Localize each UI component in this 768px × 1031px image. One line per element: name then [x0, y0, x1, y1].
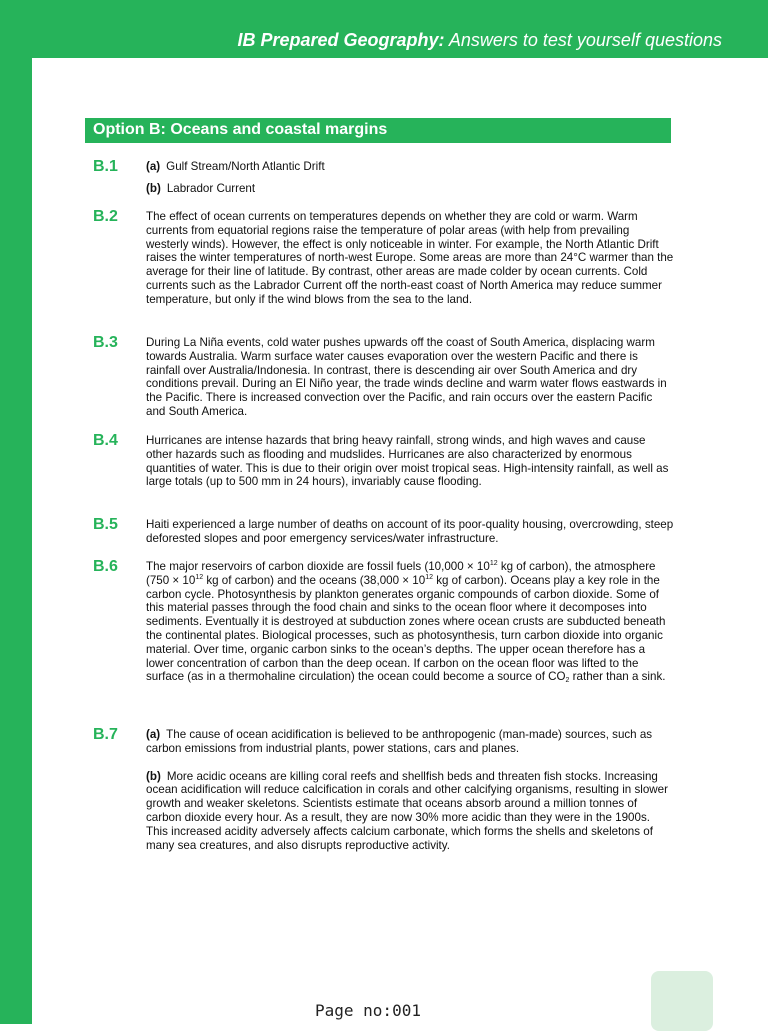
footer-tab — [651, 971, 713, 1031]
answer-b7-b: More acidic oceans are killing coral reefs and shellfish beds and threaten fish stocks. Increasing ocean acidification will reduce calcification in corals and other calcifying organisms, resulting in slower growth and weaker skeletons. Scientists estimate that oceans absorb around a million tonnes of carbon dioxide every hour. As a result, they are now 30% more acidic than they were in the 1900s. This increased acidity adversely affects calcium carbonate, which forms the shells and skeletons of many sea creatures, and also disrupts reproductive activity. — [146, 769, 668, 852]
answer-text: Haiti experienced a large number of deaths on account of its poor-quality housing, overcrowding, steep deforested slopes and poor emergency services/water infrastructure. — [146, 518, 674, 545]
answer-text: kg of carbon), the atmosphere (750 × 10 — [146, 560, 656, 587]
answer-b7-a: The cause of ocean acidification is believed to be anthropogenic (man-made) sources, such as carbon emissions from industrial plants, power stations, cars and planes. — [146, 728, 653, 755]
left-band — [0, 0, 32, 1024]
question-number: B.1 — [93, 158, 118, 175]
header-title-rest: Answers to test yourself questions — [444, 30, 722, 50]
exponent: 12 — [425, 573, 433, 581]
answer-text: During La Niña events, cold water pushes upwards off the coast of South America, displacing warm towards Australia. Warm surface water causes evaporation over the western Pacific and there is rainfall over Australia/Indonesia. In contrast, there is descending air over South America and dry conditions prevail. During an El Niño year, the trade winds decline and warm water flows eastwards in the Pacific. There is increased convection over the Pacific, and rain occurs over the eastern Pacific and South America. — [146, 336, 667, 418]
header-title — [237, 30, 722, 51]
answer-b1 — [146, 160, 674, 196]
answer-text: kg of carbon) and the oceans (38,000 × 10 — [203, 573, 426, 587]
question-number: B.6 — [93, 558, 118, 575]
answer-b2 — [146, 210, 674, 307]
question-number: B.3 — [93, 334, 118, 351]
answer-b7 — [146, 728, 674, 852]
question-number: B.4 — [93, 432, 118, 449]
answer-text: The major reservoirs of carbon dioxide are fossil fuels (10,000 × 10 — [146, 560, 490, 573]
question-number: B.5 — [93, 516, 118, 533]
answer-text: rather than a sink. — [569, 670, 666, 684]
exponent: 12 — [489, 560, 498, 567]
part-label: (a) — [146, 728, 161, 741]
answer-b5 — [146, 518, 674, 546]
answer-b1-a: Gulf Stream/North Atlantic Drift — [166, 160, 325, 173]
question-number: B.7 — [93, 726, 118, 743]
question-number: B.2 — [93, 208, 118, 225]
subscript: 2 — [565, 677, 570, 685]
part-label: (a) — [146, 160, 161, 173]
section-title: Option B: Oceans and coastal margins — [93, 121, 388, 138]
part-label: (b) — [146, 769, 161, 783]
answer-b6 — [146, 560, 674, 684]
answer-b4 — [146, 434, 674, 489]
answer-text: kg of carbon). Oceans play a key role in the carbon cycle. Photosynthesis by plankton generates organic compounds of carbon dioxide. Some of this material passes through the food chain and sinks to the ocean floor where it decomposes into sediments. Eventually it is destroyed at subduction zones where ocean crusts are subducted beneath the continental plates. Biological processes, such as photosynthesis, turn carbon dioxide into organic material. Over time, organic carbon sinks to the ocean’s depths. The upper ocean therefore has a lower concentration of carbon than the deep ocean. If carbon on the ocean floor was lifted to the surface (as in a thermohaline circulation) the ocean could become a source of CO — [146, 573, 666, 684]
answer-text: The effect of ocean currents on temperatures depends on whether they are cold or warm. Warm currents from equatorial regions raise the temperature of polar areas (with help from prevailing westerly winds). However, the effect is only noticeable in winter. For example, the North Atlantic Drift raises the winter temperatures of north-west Europe. Some areas are more than 24°C warmer than the average for their line of latitude. By contrast, other areas are made colder by ocean currents. Cold currents such as the Labrador Current off the north-east coast of North America may reduce summer temperature, but only if the wind blows from the sea to the land. — [146, 210, 674, 306]
page-number: Page no:001 — [315, 1001, 421, 1020]
section-header — [85, 118, 671, 143]
header-title-bold: IB Prepared Geography: — [237, 30, 445, 50]
exponent: 12 — [195, 573, 204, 581]
answer-text: Hurricanes are intense hazards that bring heavy rainfall, strong winds, and high waves and cause other hazards such as flooding and mudslides. Hurricanes are also characterized by enormous quantities of water. This is due to their origin over moist tropical seas. High-intensity rainfall, as well as large totals (up to 500 mm in 24 hours), invariably cause flooding. — [146, 434, 669, 489]
answer-b3 — [146, 336, 674, 419]
answer-b1-b: Labrador Current — [166, 181, 256, 195]
part-label: (b) — [146, 181, 161, 195]
